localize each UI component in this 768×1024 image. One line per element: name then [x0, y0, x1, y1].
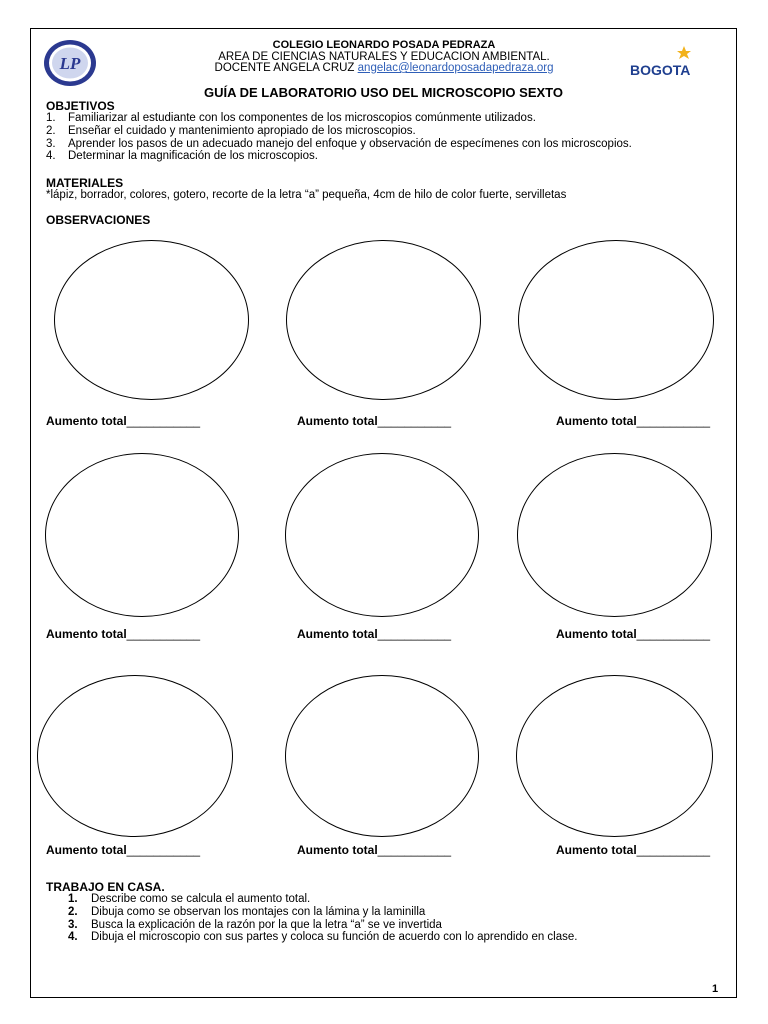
objetivo-number: 1.: [46, 112, 56, 124]
trabajo-list: [68, 893, 577, 944]
trabajo-item: [68, 893, 577, 906]
trabajo-item: [68, 906, 577, 919]
trabajo-text: Dibuja el microscopio con sus partes y coloca su función de acuerdo con lo aprendido en clase.: [91, 931, 578, 944]
docente-name: DOCENTE ANGELA CRUZ: [214, 62, 358, 74]
aumento-total-label: [556, 414, 710, 428]
objetivo-item: [46, 150, 632, 163]
aumento-total-blank: ___________: [126, 627, 201, 641]
school-logo-initials: LP: [59, 54, 81, 73]
observation-circle: [518, 240, 714, 400]
aumento-total-label: [297, 414, 451, 428]
aumento-total-label: [297, 843, 451, 857]
objetivos-heading: OBJETIVOS: [46, 99, 115, 113]
objetivo-item: [46, 138, 632, 151]
trabajo-number: 2.: [68, 905, 78, 918]
docente-line: [150, 62, 618, 75]
aumento-total-label: [556, 843, 710, 857]
objetivo-number: 2.: [46, 124, 56, 137]
aumento-total-text: Aumento total: [46, 627, 127, 641]
objetivo-number: 4.: [46, 150, 56, 163]
aumento-total-blank: ___________: [636, 843, 711, 857]
aumento-total-text: Aumento total: [556, 843, 637, 857]
aumento-total-blank: ___________: [377, 627, 452, 641]
objetivo-text: Familiarizar al estudiante con los componentes de los microscopios comúnmente utilizados.: [68, 112, 536, 124]
aumento-total-blank: ___________: [126, 843, 201, 857]
aumento-total-blank: ___________: [377, 843, 452, 857]
aumento-total-text: Aumento total: [46, 843, 127, 857]
trabajo-text: Busca la explicación de la razón por la que la letra “a” se ve invertida: [91, 918, 442, 931]
trabajo-number: 1.: [68, 893, 78, 905]
materiales-heading: MATERIALES: [46, 176, 124, 190]
objetivo-text: Enseñar el cuidado y mantenimiento apropiado de los microscopios.: [68, 124, 416, 137]
trabajo-text: Describe como se calcula el aumento total.: [91, 893, 311, 905]
objetivo-number: 3.: [46, 137, 56, 150]
observation-circle: [285, 675, 479, 837]
area-name: AREA DE CIENCIAS NATURALES Y EDUCACION AMBIENTAL.: [218, 51, 550, 63]
bogota-logo-text: BOGOTA: [630, 62, 691, 78]
aumento-total-blank: ___________: [636, 414, 711, 428]
objetivo-item: [46, 125, 632, 138]
aumento-total-blank: ___________: [126, 414, 201, 428]
materiales-text: *lápiz, borrador, colores, gotero, recorte de la letra “a” pequeña, 4cm de hilo de color fuerte, servilletas: [46, 189, 567, 201]
observation-circle: [45, 453, 239, 617]
observation-circle: [286, 240, 481, 400]
trabajo-text: Dibuja como se observan los montajes con la lámina y la laminilla: [91, 905, 426, 918]
trabajo-item: [68, 919, 577, 932]
aumento-total-label: [556, 627, 710, 641]
aumento-total-label: [46, 843, 200, 857]
aumento-total-label: [297, 627, 451, 641]
school-logo: [42, 38, 98, 88]
observation-circle: [517, 453, 712, 617]
observation-circle: [54, 240, 249, 400]
aumento-total-text: Aumento total: [297, 414, 378, 428]
aumento-total-text: Aumento total: [556, 627, 637, 641]
objetivo-text: Determinar la magnificación de los microscopios.: [68, 150, 318, 163]
trabajo-number: 4.: [68, 931, 78, 944]
objetivo-item: [46, 112, 632, 125]
bogota-logo: [628, 45, 702, 79]
page-number: 1: [712, 983, 719, 995]
aumento-total-label: [46, 627, 200, 641]
aumento-total-label: [46, 414, 200, 428]
aumento-total-text: Aumento total: [46, 414, 127, 428]
observation-circle: [285, 453, 479, 617]
trabajo-item: [68, 931, 577, 944]
aumento-total-blank: ___________: [636, 627, 711, 641]
aumento-total-blank: ___________: [377, 414, 452, 428]
school-name: COLEGIO LEONARDO POSADA PEDRAZA: [272, 39, 496, 51]
page-title: GUÍA DE LABORATORIO USO DEL MICROSCOPIO SEXTO: [204, 85, 563, 100]
objetivos-list: [46, 112, 632, 163]
objetivo-text: Aprender los pasos de un adecuado manejo del enfoque y observación de especímenes con los microscopios.: [68, 137, 632, 150]
email-link[interactable]: angelac@leonardoposadapedraza.org: [357, 62, 554, 74]
observaciones-heading: OBSERVACIONES: [46, 213, 151, 227]
trabajo-heading: TRABAJO EN CASA.: [46, 880, 165, 894]
observation-circle: [516, 675, 713, 837]
observation-circle: [37, 675, 233, 837]
trabajo-number: 3.: [68, 918, 78, 931]
aumento-total-text: Aumento total: [556, 414, 637, 428]
aumento-total-text: Aumento total: [297, 843, 378, 857]
aumento-total-text: Aumento total: [297, 627, 378, 641]
